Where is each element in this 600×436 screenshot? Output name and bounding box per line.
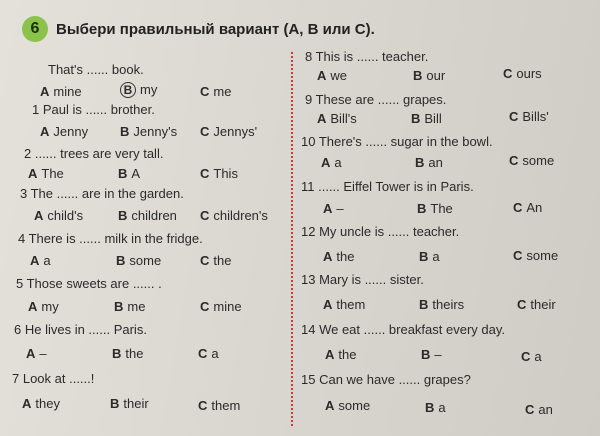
question-text: 5 Those sweets are ...... . (16, 276, 162, 291)
question-text: 3 The ...... are in the garden. (20, 186, 184, 201)
option-c: C Jennys' (200, 124, 258, 139)
question-text: 7 Look at ......! (12, 371, 95, 386)
exercise-title: Выбери правильный вариант (A, B или C). (56, 20, 375, 38)
option-a: A The (28, 166, 64, 181)
option-b: B children (118, 208, 177, 223)
question-text: 6 He lives in ...... Paris. (14, 322, 147, 337)
option-a: A the (323, 249, 355, 264)
option-a: A Jenny (40, 124, 89, 139)
option-c: C Bills' (509, 109, 549, 124)
option-c: C ours (503, 66, 542, 81)
column-divider (291, 52, 293, 426)
option-c: C a (521, 349, 542, 364)
question-text: 10 There's ...... sugar in the bowl. (301, 134, 493, 149)
option-c: C the (200, 253, 232, 268)
option-a: A – (26, 346, 47, 361)
option-b: B Jenny's (120, 124, 178, 139)
question-text: 9 These are ...... grapes. (305, 92, 447, 107)
option-a: A my (28, 299, 59, 314)
question-text: 13 Mary is ...... sister. (301, 272, 424, 287)
exercise-number-badge: 6 (22, 16, 48, 42)
option-c: C some (509, 153, 555, 168)
option-b: B theirs (419, 297, 465, 312)
option-c: C me (200, 84, 232, 99)
option-c: C a (198, 346, 219, 361)
option-b: B our (413, 68, 446, 83)
question-text: 15 Can we have ...... grapes? (301, 372, 471, 387)
exercise-header (22, 14, 375, 44)
question-text: 2 ...... trees are very tall. (24, 146, 164, 161)
option-a: A a (30, 253, 51, 268)
option-b: B me (114, 299, 146, 314)
question-text: 4 There is ...... milk in the fridge. (18, 231, 203, 246)
option-c: C them (198, 398, 241, 413)
option-c: C An (513, 200, 543, 215)
option-a: A them (323, 297, 366, 312)
option-c: C mine (200, 299, 242, 314)
option-a: A they (22, 396, 60, 411)
option-b: B an (415, 155, 443, 170)
option-b: B a (419, 249, 440, 264)
option-b: B the (112, 346, 144, 361)
option-c: C their (517, 297, 556, 312)
option-c: C some (513, 248, 559, 263)
option-a: A the (325, 347, 357, 362)
option-a: A – (323, 201, 344, 216)
circled-answer-mark: B (120, 82, 136, 98)
question-text: 12 My uncle is ...... teacher. (301, 224, 460, 239)
option-b: B their (110, 396, 149, 411)
option-c: C children's (200, 208, 268, 223)
option-a: A we (317, 68, 348, 83)
option-c: C This (200, 166, 238, 181)
option-b: B my (120, 82, 157, 98)
option-b: B – (421, 347, 442, 362)
question-text: 1 Paul is ...... brother. (32, 102, 155, 117)
question-text: 14 We eat ...... breakfast every day. (301, 322, 506, 337)
question-text: 11 ...... Eiffel Tower is in Paris. (301, 179, 474, 194)
option-b: B Bill (411, 111, 442, 126)
option-a: A some (325, 398, 371, 413)
option-b: B A (118, 166, 141, 181)
option-a: A mine (40, 84, 82, 99)
option-b: B The (417, 201, 453, 216)
option-a: A a (321, 155, 342, 170)
option-b: B some (116, 253, 162, 268)
question-text: 8 This is ...... teacher. (305, 49, 429, 64)
option-b: B a (425, 400, 446, 415)
question-text: That's ...... book. (48, 62, 144, 77)
option-a: A Bill's (317, 111, 357, 126)
option-c: C an (525, 402, 553, 417)
option-a: A child's (34, 208, 84, 223)
